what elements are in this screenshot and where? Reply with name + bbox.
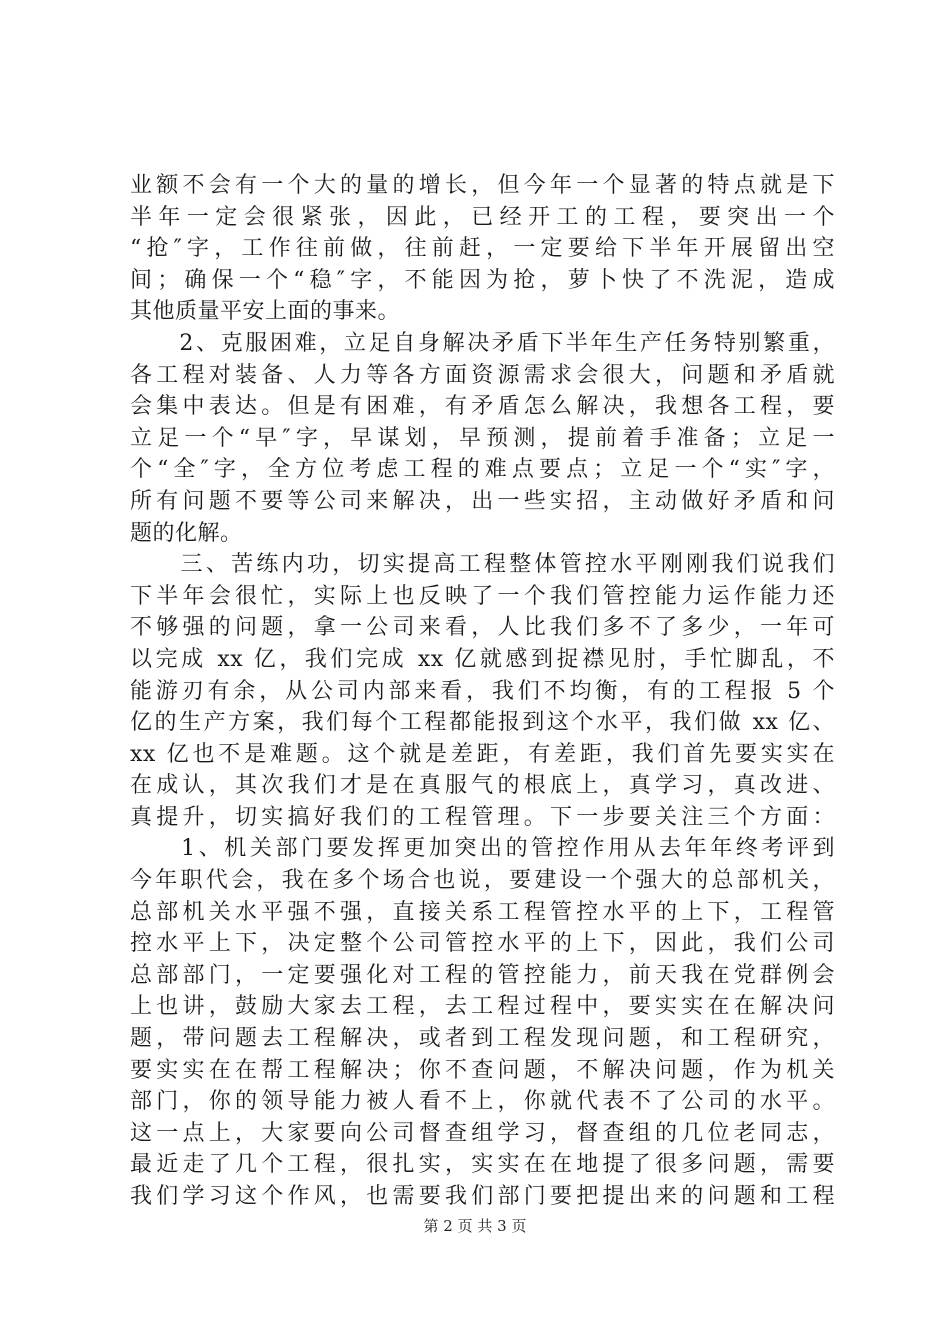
text-line: xx 亿也不是难题。这个就是差距，有差距，我们首先要实实在 bbox=[130, 741, 835, 767]
text-line: 能游刃有余，从公司内部来看，我们不均衡，有的工程报 5 个 bbox=[130, 678, 835, 704]
text-line: 业额不会有一个大的量的增长，但今年一个显著的特点就是下 bbox=[130, 173, 835, 198]
page-number: 第 2 页 共 3 页 bbox=[423, 1217, 527, 1235]
text-line: 在成认，其次我们才是在真服气的根底上，真学习，真改进、 bbox=[130, 773, 835, 799]
text-line: 会集中表达。但是有困难，有矛盾怎么解决，我想各工程，要 bbox=[130, 394, 835, 420]
page-footer bbox=[0, 1216, 950, 1236]
text-line: 总部部门，一定要强化对工程的管控能力，前天我在党群例会 bbox=[130, 962, 835, 988]
text-line: 不够强的问题，拿一公司来看，人比我们多不了多少，一年可 bbox=[130, 615, 835, 641]
text-line: 间；确保一个“稳″字，不能因为抢，萝卜快了不洗泥，造成 bbox=[130, 267, 835, 293]
text-line: 各工程对装备、人力等各方面资源需求会很大，问题和矛盾就 bbox=[130, 362, 835, 388]
text-line: 我们学习这个作风，也需要我们部门要把提出来的问题和工程 bbox=[130, 1184, 835, 1209]
text-line: 所有问题不要等公司来解决，出一些实招，主动做好矛盾和问 bbox=[130, 488, 835, 514]
text-line: 上也讲，鼓励大家去工程，去工程过程中，要实实在在解决问 bbox=[130, 994, 835, 1020]
text-line: 要实实在在帮工程解决；你不查问题，不解决问题，作为机关 bbox=[130, 1057, 835, 1083]
text-line: 半年一定会很紧张，因此，已经开工的工程，要突出一个 bbox=[130, 204, 835, 230]
text-line: 控水平上下，决定整个公司管控水平的上下，因此，我们公司 bbox=[130, 931, 835, 957]
text-line: 三、苦练内功，切实提高工程整体管控水平刚刚我们说我们 bbox=[130, 552, 835, 578]
text-line: 部门，你的领导能力被人看不上，你就代表不了公司的水平。 bbox=[130, 1089, 835, 1115]
text-line: 今年职代会，我在多个场合也说，要建设一个强大的总部机关， bbox=[130, 868, 835, 894]
text-line: 真提升，切实搞好我们的工程管理。下一步要关注三个方面： bbox=[130, 804, 835, 830]
text-line: 1、机关部门要发挥更加突出的管控作用从去年年终考评到 bbox=[130, 836, 835, 862]
text-line: 总部机关水平强不强，直接关系工程管控水平的上下，工程管 bbox=[130, 899, 835, 925]
text-line: 立足一个“早″字，早谋划，早预测，提前着手准备；立足一 bbox=[130, 425, 835, 451]
text-line: 这一点上，大家要向公司督查组学习，督查组的几位老同志， bbox=[130, 1120, 835, 1146]
text-line: 亿的生产方案，我们每个工程都能报到这个水平，我们做 xx 亿、 bbox=[130, 710, 835, 736]
text-line: 个“全″字，全方位考虑工程的难点要点；立足一个“实″字， bbox=[130, 457, 835, 483]
document-body bbox=[130, 170, 835, 1213]
text-line: 2、克服困难，立足自身解决矛盾下半年生产任务特别繁重， bbox=[130, 330, 835, 356]
text-line: 题，带问题去工程解决，或者到工程发现问题，和工程研究， bbox=[130, 1026, 835, 1052]
text-line: 以完成 xx 亿，我们完成 xx 亿就感到捉襟见肘，手忙脚乱，不 bbox=[130, 646, 835, 672]
text-line: 下半年会很忙，实际上也反映了一个我们管控能力运作能力还 bbox=[130, 583, 835, 609]
text-line: “抢″字，工作往前做，往前赶，一定要给下半年开展留出空 bbox=[130, 236, 835, 262]
text-line: 题的化解。 bbox=[130, 520, 243, 546]
text-line: 最近走了几个工程，很扎实，实实在在地提了很多问题，需要 bbox=[130, 1152, 835, 1178]
text-line: 其他质量平安上面的事来。 bbox=[130, 299, 401, 325]
